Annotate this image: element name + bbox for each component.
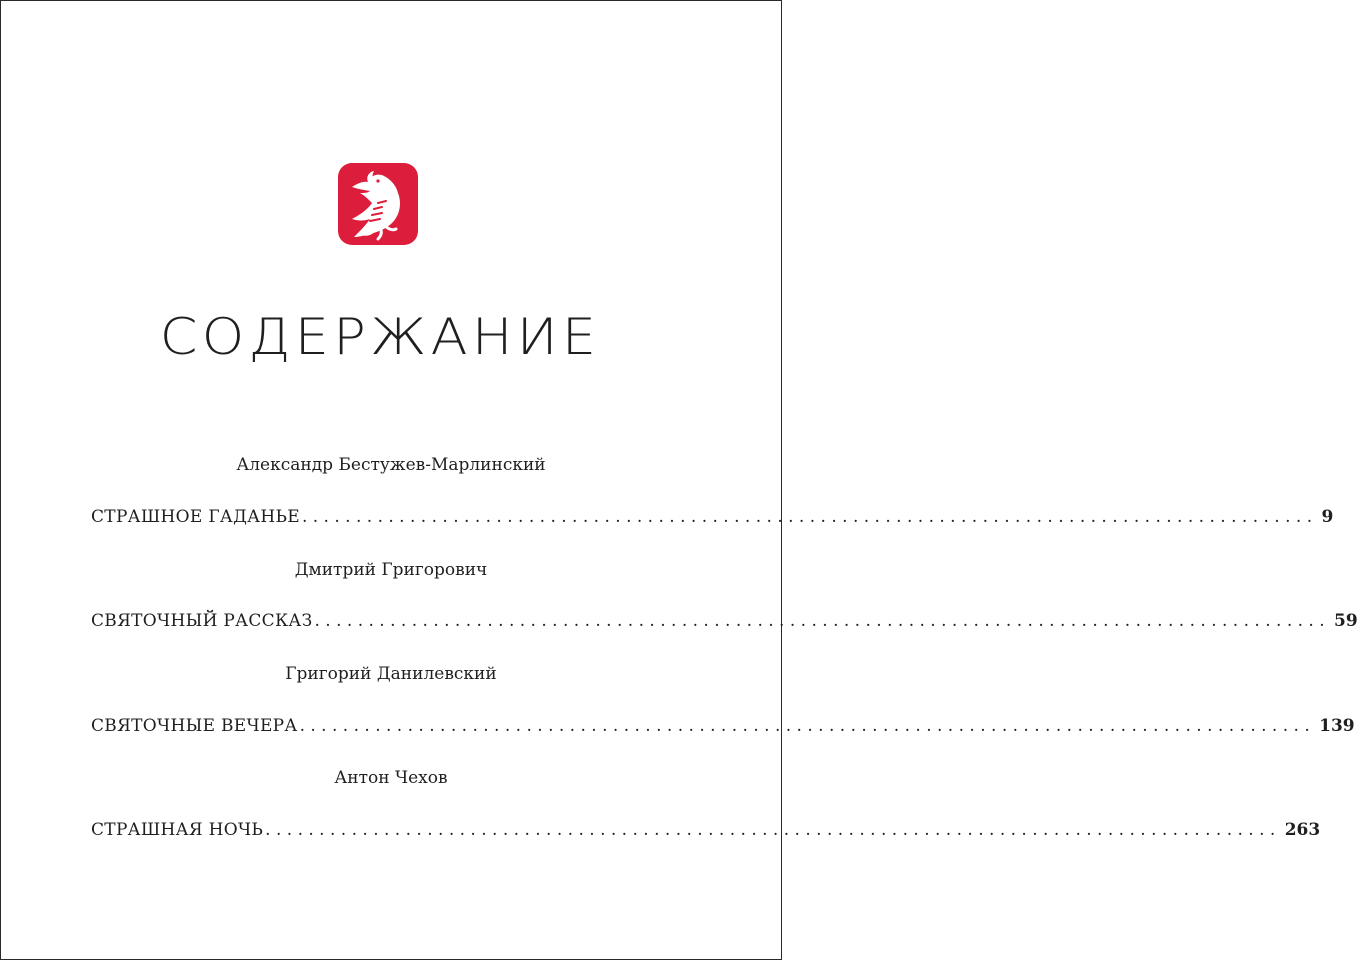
toc-author: Дмитрий Григорович: [294, 560, 488, 580]
toc-entry-page: 9: [1321, 507, 1334, 527]
dot-leader: ..............................................................................................: [301, 507, 1318, 527]
toc-entry-title: СТРАШНОЕ ГАДАНЬЕ: [91, 507, 300, 527]
bird-on-branch-icon: [338, 163, 418, 245]
toc-entry: [91, 713, 1355, 739]
toc-entry-title: СТРАШНАЯ НОЧЬ: [91, 820, 264, 840]
dot-leader: ..............................................................................................: [314, 611, 1331, 631]
toc-entry-page: 139: [1319, 716, 1355, 736]
toc-author: Александр Бестужев-Марлинский: [236, 455, 546, 475]
toc-entry: [91, 608, 1358, 634]
toc-author: Григорий Данилевский: [285, 664, 497, 684]
toc-entry: [91, 817, 1321, 843]
toc-author: Антон Чехов: [334, 768, 448, 788]
toc-entry-title: СВЯТОЧНЫЙ РАССКАЗ: [91, 611, 313, 631]
toc-entry-page: 59: [1334, 611, 1358, 631]
toc-entry-title: СВЯТОЧНЫЕ ВЕЧЕРА: [91, 716, 298, 736]
toc-entry-page: 263: [1284, 820, 1321, 840]
page-title: СОДЕРЖАНИЕ: [159, 308, 601, 366]
toc-entry: [91, 504, 1334, 530]
publisher-logo: [338, 163, 418, 245]
dot-leader: ..............................................................................................: [299, 716, 1316, 736]
dot-leader: ..............................................................................................: [265, 820, 1281, 840]
